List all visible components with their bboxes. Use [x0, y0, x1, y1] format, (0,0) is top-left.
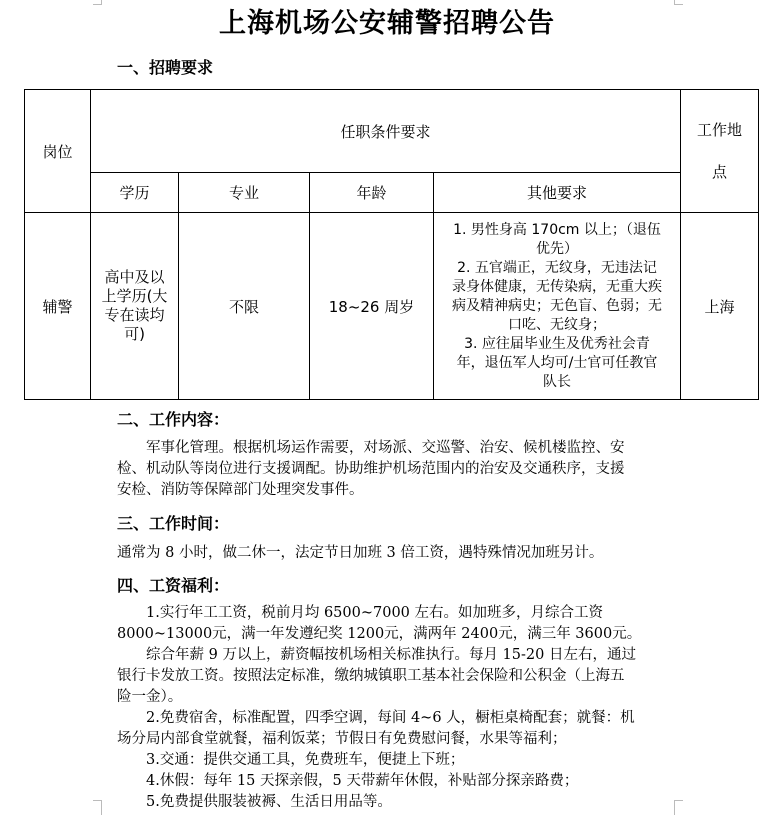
work-content-paragraph [117, 438, 677, 501]
work-content-line: 安检、消防等保障部门处理突发事件。 [117, 482, 364, 498]
header-position: 岗位 [25, 90, 91, 213]
benefit-line: 险一金）。 [117, 689, 183, 705]
other-requirement-line: 口吃、无纹身； [508, 316, 606, 333]
section-heading-salary-benefits: 四、工资福利： [117, 576, 230, 595]
subheader-age: 年龄 [310, 173, 434, 213]
other-requirement-line: 2. 五官端正，无纹身，无违法记 [457, 259, 657, 276]
subheader-other: 其他要求 [434, 173, 681, 213]
work-content-line: 军事化管理。根据机场运作需要，对场派、交巡警、治安、候机楼监控、安 [146, 440, 625, 456]
work-time-paragraph [117, 543, 677, 564]
work-time-line: 通常为 8 小时，做二休一，法定节日加班 3 倍工资，遇特殊情况加班另计。 [117, 545, 604, 561]
document-title: 上海机场公安辅警招聘公告 [219, 8, 555, 39]
benefit-line: 3.交通：提供交通工具，免费班车，便捷上下班； [146, 752, 465, 768]
header-location-line: 点 [712, 163, 728, 181]
subheader-education: 学历 [91, 173, 179, 213]
section-heading-work-content: 二、工作内容： [117, 410, 230, 429]
benefit-line: 5.免费提供服装被褥、生活日用品等。 [146, 794, 392, 810]
cell-other-requirements [434, 213, 681, 400]
benefit-line: 2.免费宿舍，标准配置，四季空调，每间 4~6 人，橱柜桌椅配套；就餐：机 [146, 710, 635, 726]
section-heading-requirements: 一、招聘要求 [117, 58, 214, 77]
benefit-line: 4.休假：每年 15 天探亲假，5 天带薪年休假，补贴部分探亲路费； [146, 773, 579, 789]
cell-age: 18~26 周岁 [310, 213, 434, 400]
benefit-line: 综合年薪 9 万以上，薪资幅按机场相关标准执行。每月 15-20 日左右，通过 [146, 647, 636, 663]
cell-education-line: 可) [124, 325, 145, 343]
cell-major: 不限 [179, 213, 310, 400]
header-location [681, 90, 759, 213]
other-requirement-line: 录身体健康，无传染病，无重大疾 [452, 278, 662, 295]
work-content-line: 检、机动队等岗位进行支援调配。协助维护机场范围内的治安及交通秩序，支援 [117, 461, 625, 477]
subheader-major: 专业 [179, 173, 310, 213]
cell-education [91, 213, 179, 400]
cell-education-line: 高中及以 [104, 268, 165, 286]
section-heading-work-time: 三、工作时间： [117, 514, 230, 533]
benefit-line: 银行卡发放工资。按照法定标准，缴纳城镇职工基本社会保险和公积金（上海五 [117, 668, 625, 684]
benefit-line: 8000~13000元，满一年发遵纪奖 1200元，满两年 2400元，满三年 3600元。 [117, 626, 642, 642]
cell-position: 辅警 [25, 213, 91, 400]
cell-location: 上海 [681, 213, 759, 400]
requirements-table [24, 89, 759, 400]
other-requirement-line: 病及精神病史；无色盲、色弱；无 [452, 297, 662, 314]
other-requirement-line: 3. 应往届毕业生及优秀社会青 [464, 335, 650, 352]
header-location-line: 工作地 [697, 121, 743, 139]
other-requirement-line: 年，退伍军人均可/士官可任教官 [456, 354, 658, 371]
header-requirements: 任职条件要求 [91, 90, 681, 173]
benefit-line: 1.实行年工工资，税前月均 6500~7000 左右。如加班多，月综合工资 [146, 605, 604, 621]
salary-benefits-paragraph [117, 603, 687, 813]
benefit-line: 场分局内部食堂就餐，福利饭菜；节假日有免费慰问餐，水果等福利； [117, 731, 567, 747]
other-requirement-line: 优先） [536, 240, 578, 257]
cell-education-line: 专在读均 [104, 306, 165, 324]
other-requirement-line: 1. 男性身高 170cm 以上；（退伍 [453, 221, 661, 238]
other-requirement-line: 队长 [543, 373, 571, 390]
cell-education-line: 上学历(大 [101, 287, 168, 305]
